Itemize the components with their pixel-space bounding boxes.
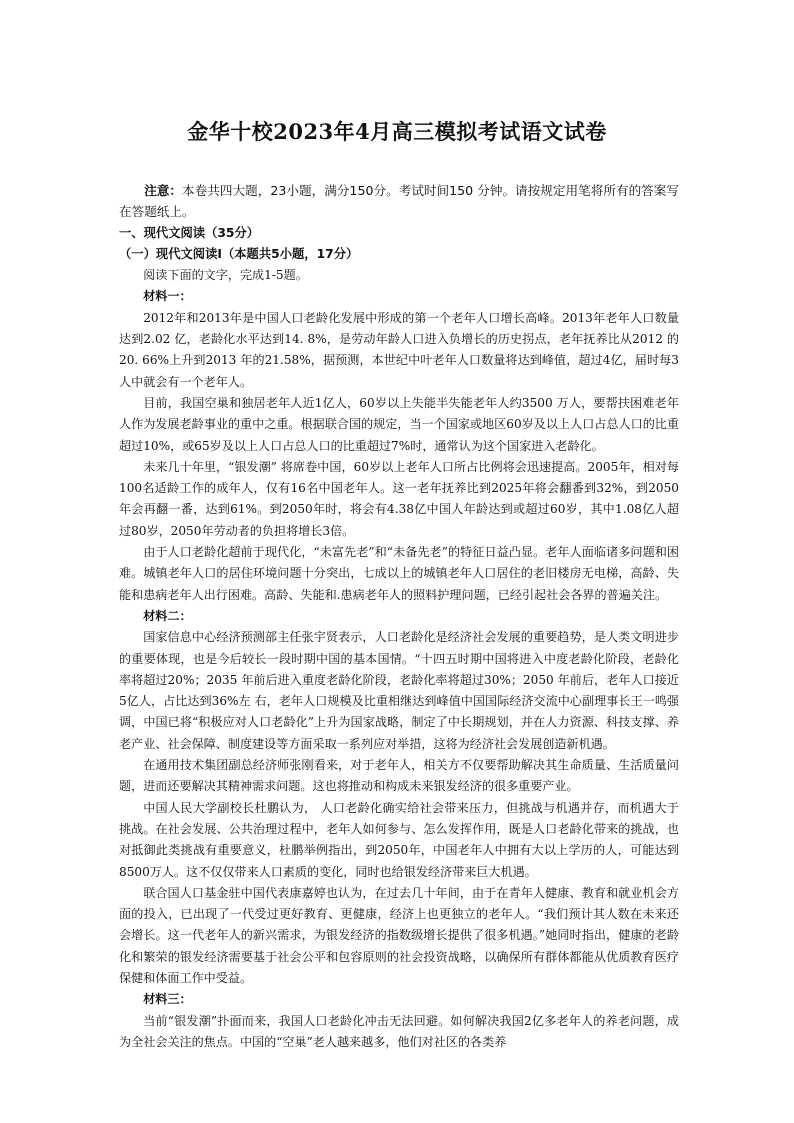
paragraph: 在通用技术集团副总经济师张刚看来，对于老年人，相关方不仅要帮助解决其生命质量、生活质量问题，进而还要解决其精神需求问题。这也将推动和构成未来银发经济的很多重要产业。 bbox=[119, 758, 679, 794]
notice-label: 注意： bbox=[144, 183, 183, 198]
paragraph: 未来几十年里，“银发潮” 将席卷中国，60岁以上老年人口所占比例将会迅速提高。2005年，相对每100名适龄工作的成年人，仅有16名中国老年人。这一老年抚养比到2025年将会翻番到32%，到2050年会再翻一番，达到61%。到2050年时，将会有4.38亿中国人年龄达到或超过60岁，其中1.08亿人超过80岁，2050年劳动者的负担将增长3倍。 bbox=[119, 459, 679, 538]
exam-body bbox=[119, 180, 679, 1053]
paragraph: 国家信息中心经济预测部主任张宇贤表示，人口老龄化是经济社会发展的重要趋势，是人类文明进步的重要体现，也是今后较长一段时期中国的基本国情。“十四五时期中国将进入中度老龄化阶段，老龄化率将超过20%；2035 年前后进入重度老龄化阶段，老龄化率将超过30%；2050 年前后，老年人口接近5亿人，占比达到36%左 右，老年人口规模及比重相继达到峰值中国国际经济交流中心副理事长王一鸣强调，中国已将“积极应对人口老龄化”上升为国家战略，制定了中长期规划，并在人力资源、科技支撑、养老产业、社会保障、制度建设等方面采取一系列应对举措，这将为经济社会发展创造新机遇。 bbox=[119, 630, 679, 751]
subsection-heading: （一）现代文阅读Ⅰ（本题共5小题，17分） bbox=[119, 246, 359, 261]
instruction: 阅读下面的文字，完成1-5题。 bbox=[143, 268, 308, 283]
notice bbox=[119, 180, 679, 223]
exam-title: 金华十校2023年4月高三模拟考试语文试卷 bbox=[187, 119, 607, 144]
paragraph: 2012年和2013年是中国人口老龄化发展中形成的第一个老年人口增长高峰。2013年老年人口数量达到2.02 亿，老龄化水平达到14. 8%，是劳动年龄人口进入负增长的历史拐点，老年抚养比从2012 的20. 66%上升到2013 年的21.58%，据预测，本世纪中叶老年人口数量将达到峰值，超过4亿，届时每3人中就会有一个老年人。 bbox=[119, 310, 679, 389]
paragraph: 当前“银发潮”扑面而来，我国人口老龄化冲击无法回避。如何解决我国2亿多老年人的养老问题，成为全社会关注的焦点。中国的“空巢”老人越来越多，他们对社区的各类养 bbox=[119, 1013, 679, 1049]
paragraph: 由于人口老龄化超前于现代化，“未富先老”和“未备先老”的特征日益凸显。老年人面临诸多问题和困难。城镇老年人口的居住环境问题十分突出，七成以上的城镇老年人口居住的老旧楼房无电梯，高龄、失能和患病老年人出行困难。高龄、失能和.患病老年人的照料护理问题，已经引起社会各界的普遍关注。 bbox=[119, 545, 679, 602]
material-3-label: 材料三： bbox=[143, 992, 192, 1007]
section-heading: 一、现代文阅读（35分） bbox=[119, 225, 260, 240]
paragraph: 中国人民大学副校长杜鹏认为， 人口老龄化确实给社会带来压力，但挑战与机遇并存，而机遇大于挑战。在社会发展、公共治理过程中，老年人如何参与、怎么发挥作用，既是人口老龄化带来的挑战，也对抵御此类挑战有重要意义，杜鹏举例指出，到2050年，中国老年人中拥有大以上学历的人，可能达到8500万人。这不仅仅带来人口素质的变化，同时也给银发经济带来巨大机遇。 bbox=[119, 800, 679, 879]
material-1-label: 材料一： bbox=[143, 289, 192, 304]
paragraph: 联合国人口基金驻中国代表康嘉婷也认为，在过去几十年间，由于在青年人健康、教育和就业机会方面的投入，已出现了一代受过更好教育、更健康，经济上也更独立的老年人。“我们预计其人数在未来还会增长。这一代老年人的新兴需求，为银发经济的指数级增长提供了很多机遇。”她同时指出，健康的老龄化和繁荣的银发经济需要基于社会公平和包容原则的社会投资战略，以确保所有群体都能从优质教育医疗保健和体面工作中受益。 bbox=[119, 885, 679, 985]
material-2-label: 材料二： bbox=[143, 608, 192, 623]
notice-text: 本卷共四大题，23小题，满分150分。考试时间150 分钟。请按规定用笔将所有的答案写在答题纸上。 bbox=[119, 183, 680, 220]
paragraph: 目前，我国空巢和独居老年人近1亿人，60岁以上失能半失能老年人约3500 万人，要帮扶困难老年人作为发展老龄事业的重中之重。根据联合国的规定，当一个国家或地区60岁及以上人口占总人口的比重超过10%，或65岁及以上人口占总人口的比重超过7%时，通常认为这个国家进入老龄化。 bbox=[119, 395, 679, 453]
